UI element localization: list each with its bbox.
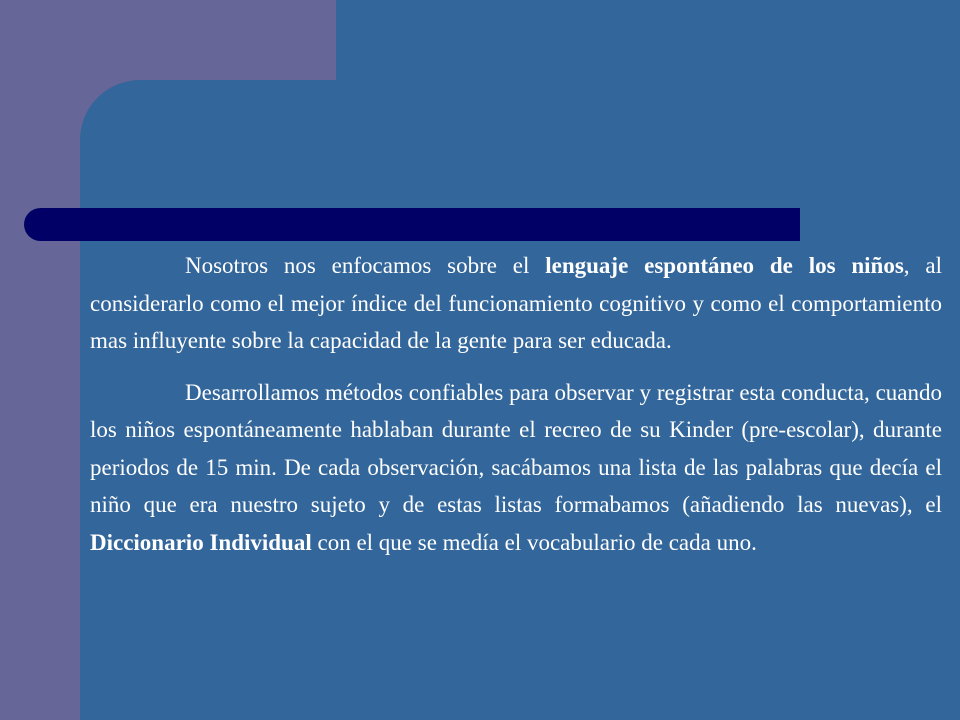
paragraph-2-text-b: con el que se medía el vocabulario de cada uno. <box>311 529 757 555</box>
paragraph-2-text-a: Desarrollamos métodos confiables para observar y registrar esta conducta, cuando los niños espontáneamente hablaban durante el recreo de su Kinder (pre-escolar), durante periodos de 15 min. De cada observación, sacábamos una lista de las palabras que decía el niño que era nuestro sujeto y de estas listas formabamos (añadiendo las nuevas), el <box>90 379 942 517</box>
left-accent-strip <box>0 0 80 720</box>
paragraph-2-bold-term: Diccionario Individual <box>90 529 312 555</box>
paragraph-2 <box>90 374 942 562</box>
slide-body-text <box>90 247 942 561</box>
title-bar <box>24 208 800 241</box>
paragraph-1-text-a: Nosotros nos enfocamos sobre el <box>185 253 546 278</box>
top-accent-block <box>0 0 336 80</box>
paragraph-1-bold-term: lenguaje espontáneo de los niños <box>545 253 904 278</box>
paragraph-1-text-b: , al considerarlo como el mejor índice del funcionamiento cognitivo y como el comportamiento mas influyente sobre la capacidad de la gente para ser educada. <box>90 253 942 353</box>
paragraph-1 <box>90 247 942 360</box>
